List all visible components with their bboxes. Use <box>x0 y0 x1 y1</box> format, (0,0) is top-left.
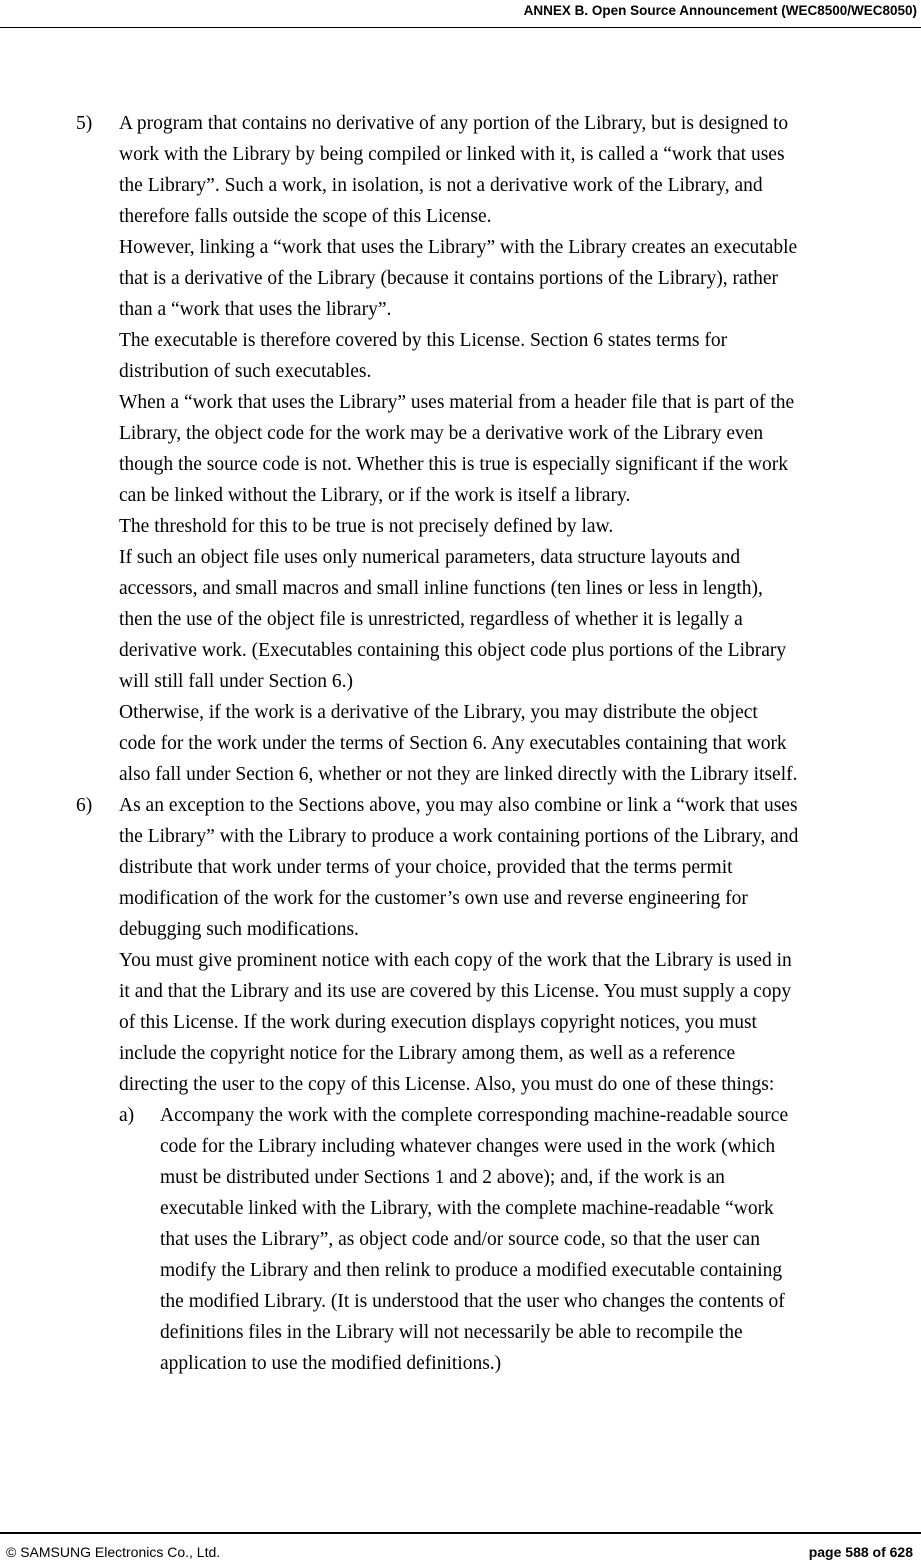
text-line: directing the user to the copy of this License. Also, you must do one of these things: <box>119 1074 775 1095</box>
text-line: that is a derivative of the Library (because it contains portions of the Library), rather <box>119 268 778 289</box>
header-title: ANNEX B. Open Source Announcement (WEC8500/WEC8050) <box>523 3 917 18</box>
text-line: include the copyright notice for the Library among them, as well as a reference <box>119 1043 736 1064</box>
text-line: that uses the Library”, as object code and/or source code, so that the user can <box>160 1229 760 1250</box>
text-line: distribution of such executables. <box>119 361 372 382</box>
text-line: though the source code is not. Whether this is true is especially significant if the work <box>119 454 788 475</box>
text-line: of this License. If the work during execution displays copyright notices, you must <box>119 1012 757 1033</box>
paragraph <box>119 697 921 790</box>
text-line: code for the work under the terms of Section 6. Any executables containing that work <box>119 733 787 754</box>
text-line: the Library” with the Library to produce a work containing portions of the Library, and <box>119 826 799 847</box>
text-line: it and that the Library and its use are covered by this License. You must supply a copy <box>119 981 792 1002</box>
sub-item-label: a) <box>119 1105 135 1126</box>
text-line: distribute that work under terms of your choice, provided that the terms permit <box>119 857 733 878</box>
text-line: application to use the modified definitions.) <box>160 1353 502 1374</box>
paragraph <box>160 1100 921 1379</box>
text-line: can be linked without the Library, or if the work is itself a library. <box>119 485 631 506</box>
text-line: than a “work that uses the library”. <box>119 299 392 320</box>
text-line: then the use of the object file is unrestricted, regardless of whether it is legally a <box>119 609 743 630</box>
item-number: 6) <box>76 795 93 816</box>
text-line: also fall under Section 6, whether or not they are linked directly with the Library itself. <box>119 764 798 785</box>
text-line: therefore falls outside the scope of this License. <box>119 206 492 227</box>
paragraph <box>119 325 921 387</box>
text-line: code for the Library including whatever changes were used in the work (which <box>160 1136 776 1157</box>
text-line: executable linked with the Library, with the complete machine-readable “work <box>160 1198 774 1219</box>
text-line: However, linking a “work that uses the Library” with the Library creates an executable <box>119 237 798 258</box>
page-footer <box>0 1532 921 1567</box>
text-line: work with the Library by being compiled or linked with it, is called a “work that uses <box>119 144 785 165</box>
text-line: If such an object file uses only numerical parameters, data structure layouts and <box>119 547 741 568</box>
paragraph <box>119 387 921 511</box>
paragraph <box>119 232 921 325</box>
list-item-6 <box>0 790 921 1379</box>
text-line: When a “work that uses the Library” uses material from a header file that is part of the <box>119 392 795 413</box>
text-line: A program that contains no derivative of any portion of the Library, but is designed to <box>119 113 789 134</box>
text-line: The executable is therefore covered by this License. Section 6 states terms for <box>119 330 728 351</box>
footer-copyright: © SAMSUNG Electronics Co., Ltd. <box>6 1544 221 1560</box>
text-line: accessors, and small macros and small inline functions (ten lines or less in length), <box>119 578 763 599</box>
text-line: debugging such modifications. <box>119 919 359 940</box>
text-line: As an exception to the Sections above, you may also combine or link a “work that uses <box>119 795 798 816</box>
text-line: derivative work. (Executables containing this object code plus portions of the Library <box>119 640 787 661</box>
page-header <box>0 0 921 28</box>
text-line: modify the Library and then relink to produce a modified executable containing <box>160 1260 783 1281</box>
paragraph <box>119 108 921 232</box>
text-line: definitions files in the Library will not necessarily be able to recompile the <box>160 1322 743 1343</box>
text-line: The threshold for this to be true is not precisely defined by law. <box>119 516 614 537</box>
list-item-5 <box>0 108 921 790</box>
text-line: Library, the object code for the work may be a derivative work of the Library even <box>119 423 764 444</box>
text-line: the Library”. Such a work, in isolation, is not a derivative work of the Library, and <box>119 175 763 196</box>
text-line: Otherwise, if the work is a derivative of the Library, you may distribute the object <box>119 702 758 723</box>
paragraph <box>119 511 921 542</box>
sub-list-item-a <box>119 1100 921 1379</box>
document-body <box>0 108 921 1379</box>
item-number: 5) <box>76 113 93 134</box>
paragraph <box>119 945 921 1100</box>
text-line: You must give prominent notice with each copy of the work that the Library is used in <box>119 950 792 971</box>
paragraph <box>119 542 921 697</box>
text-line: Accompany the work with the complete corresponding machine-readable source <box>160 1105 789 1126</box>
text-line: modification of the work for the customer’s own use and reverse engineering for <box>119 888 748 909</box>
text-line: must be distributed under Sections 1 and 2 above); and, if the work is an <box>160 1167 725 1188</box>
paragraph <box>119 790 921 945</box>
text-line: the modified Library. (It is understood that the user who changes the contents of <box>160 1291 785 1312</box>
page-number: page 588 of 628 <box>808 1544 913 1560</box>
text-line: will still fall under Section 6.) <box>119 671 353 692</box>
